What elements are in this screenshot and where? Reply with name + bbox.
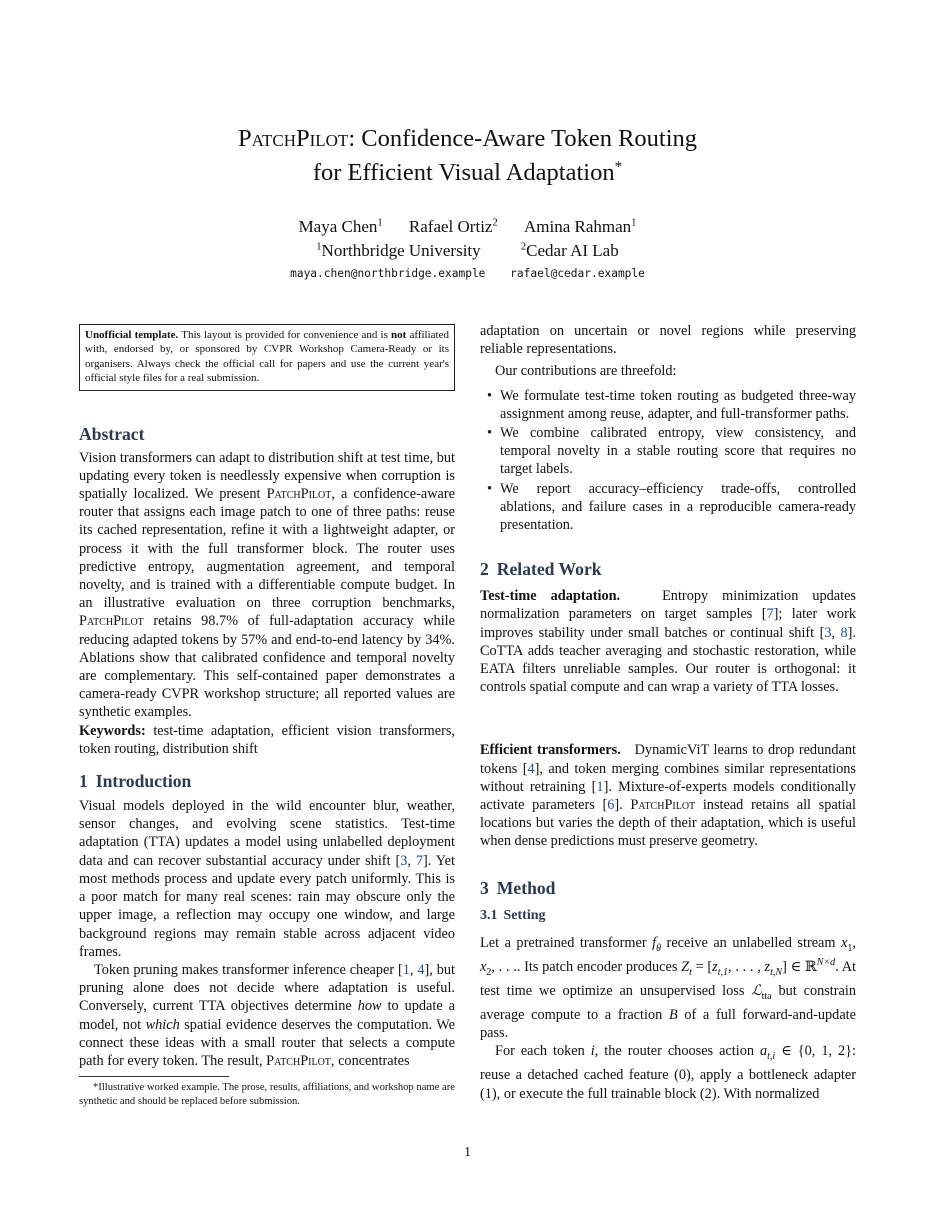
citation-link[interactable]: 6: [607, 797, 615, 814]
citation-link[interactable]: 7: [415, 852, 424, 869]
footnote: *Illustrative worked example. The prose, results, affiliations, and workshop name are synthetic and should be replaced before submission.: [79, 1082, 455, 1107]
title-line1-rest: : Confidence-Aware Token Routing: [348, 125, 698, 152]
author-list: [0, 216, 935, 238]
list-item: • We combine calibrated entropy, view consistency, and temporal novelty in a stable routing score that requires no target labels.: [480, 424, 856, 479]
left-column: [79, 322, 455, 1108]
title-line2: for Efficient Visual Adaptation: [312, 159, 615, 186]
section-heading-method: 3 Method: [480, 877, 556, 898]
related-efficient-paragraph: Efficient transformers. DynamicViT learns to drop redundant tokens [4], and token merging combines similar representations without retraining [1]. Mixture-of-experts models conditionally activate parameters [6]. PatchPilot instead retains all spatial locations but varies the depth of their adaptation, which is useful when dense predictions must preserve geometry.: [480, 742, 860, 850]
title-brand: PatchPilot: [237, 125, 349, 152]
footnote-divider: [79, 1076, 229, 1077]
title-footnote-mark: *: [614, 157, 623, 175]
section-heading-related-work: 2 Related Work: [480, 559, 602, 580]
email-list: [0, 266, 935, 282]
method-setting-paragraph: For each token i, the router chooses action $a_{t,i}$ ∈ {0, 1, 2}: reuse a detached cached feature (0), apply a bottleneck adapter (1), or execute the full trainable block (2). With normalized: [480, 1043, 856, 1102]
citation-link[interactable]: 3: [824, 624, 832, 641]
citation-link[interactable]: 3: [400, 852, 408, 869]
keywords: Keywords: test-time adaptation, efficient vision transformers, token routing, distribution shift: [79, 722, 455, 757]
notice-lead: Unofficial template.: [85, 329, 179, 341]
contributions-lead: Our contributions are threefold:: [495, 363, 677, 380]
page-number: 1: [464, 1145, 471, 1160]
affiliation: $^2$Cedar AI Lab: [520, 241, 619, 260]
section-heading-introduction: 1 Introduction: [79, 771, 192, 792]
intro-paragraph-continued: adaptation on uncertain or novel regions while preserving reliable representations.: [480, 323, 856, 358]
citation-link[interactable]: 1: [596, 778, 604, 795]
affiliation-list: [0, 240, 935, 262]
related-tta-paragraph: Test-time adaptation. Entropy minimization updates normalization parameters on target samples [7]; later work improves stability under small batches or continual shift [3, 8]. CoTTA adds teacher averaging and stochastic restoration, while EATA filters unreliable samples. Our router is orthogonal: it controls spatial compute and can wrap a variety of TTA losses.: [480, 588, 860, 696]
author: Rafael Ortiz$^2$: [408, 217, 498, 236]
method-setting-paragraph: Let a pretrained transformer $f_\theta$ receive an unlabelled stream $x_1$, $x_2$, . . .. Its patch encoder produces $Z_t = [z_{t,1}$, . . . , $z_{t,N}$] ∈ ℝ$^{N\times d}$. At test time we optimize an unsupervised loss ℒ$_{tta}$ but constrain average compute to a fraction B of a full forward-and-update pass.: [480, 934, 857, 1042]
paper-title: [0, 122, 935, 190]
citation-link[interactable]: 8: [840, 624, 848, 641]
citation-link[interactable]: 1: [402, 961, 410, 978]
abstract-text: Vision transformers can adapt to distribution shift at test time, but updating every token is needlessly expensive when corruption is spatially localized. We present PatchPilot, a confidence-aware router that assigns each image patch to one of three paths: reuse its cached representation, refine it with a lightweight adapter, or process it with the full transformer block. The router uses predictive entropy, augmentation agreement, and temporal novelty, and is trained with a differentiable compute budget. In an illustrative evaluation on three corruption benchmarks, PatchPilot retains 98.7% of full-adaptation accuracy while reducing adapted tokens by 57% and end-to-end latency by 34%. Ablations show that calibrated confidence and temporal novelty are complementary. This self-contained paper demonstrates a camera-ready CVPR workshop structure; all reported values are synthetic examples.: [79, 449, 455, 721]
template-notice-box: Unofficial template. This layout is provided for convenience and is not affiliated with, endorsed by, or sponsored by CVPR Workshop Camera-Ready or its organisers. Always check the official call for papers and use the current year's official style files for a real submission.: [79, 324, 455, 391]
author-email[interactable]: rafael@cedar.example: [510, 267, 645, 280]
contributions-list: [480, 387, 856, 535]
citation-link[interactable]: 4: [527, 760, 535, 777]
right-column: [480, 322, 860, 1103]
intro-paragraph: Token pruning makes transformer inference cheaper [1, 4], but pruning alone does not decide where adaptation is useful. Conversely, current TTA objectives determine how to update a model, not which spatial evidence deserves the computation. We connect these ideas with a small router that selects a compute path for every token. The result, PatchPilot, concentrates: [79, 961, 455, 1069]
affiliation: $^1$Northbridge University: [316, 241, 481, 260]
citation-link[interactable]: 7: [766, 606, 774, 623]
abstract-heading: Abstract: [79, 423, 145, 444]
author: Maya Chen$^1$: [298, 217, 383, 236]
list-item: • We formulate test-time token routing as budgeted three-way assignment among reuse, adapter, and full-transformer paths.: [480, 387, 856, 423]
author: Amina Rahman$^1$: [523, 217, 637, 236]
list-item: • We report accuracy–efficiency trade-offs, controlled ablations, and failure cases in a reproducible camera-ready presentation.: [480, 480, 856, 535]
citation-link[interactable]: 4: [417, 961, 425, 978]
author-email[interactable]: maya.chen@northbridge.example: [290, 267, 486, 280]
title-block: [0, 122, 935, 190]
subsection-heading-setting: 3.1 Setting: [480, 907, 546, 923]
intro-paragraph: Visual models deployed in the wild encounter blur, weather, sensor changes, and evolving scene statistics. Test-time adaptation (TTA) updates a model using unlabelled deployment data and can recover substantial accuracy under shift [3, 7]. Yet most methods process and update every patch uniformly. This is a poor match for many real scenes: rain may obscure only the upper image, a reflection may occupy one window, and large background regions may remain stable across adjacent video frames.: [79, 798, 455, 960]
